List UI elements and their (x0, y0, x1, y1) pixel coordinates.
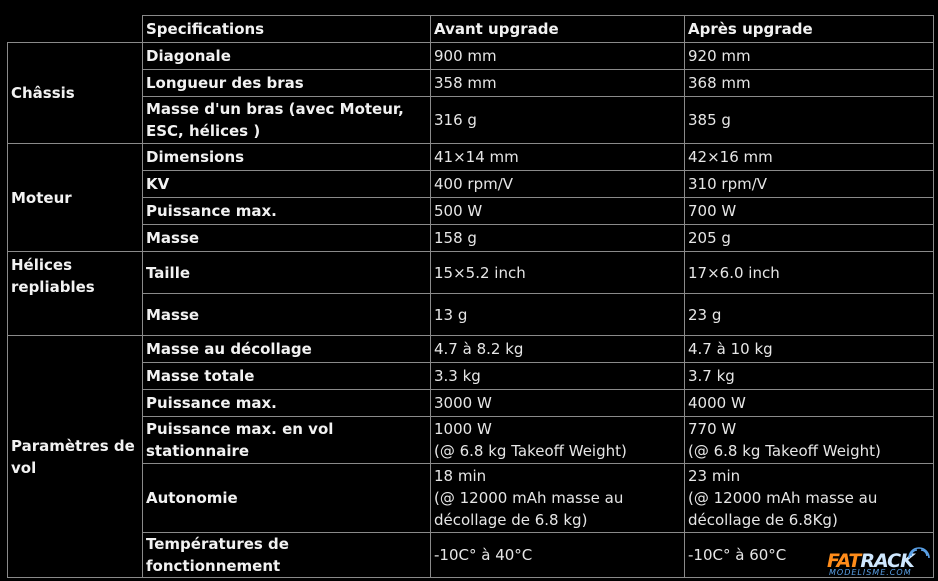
value-avant: 500 W (431, 198, 685, 225)
table-row (8, 294, 934, 336)
watermark-rack: RACK (860, 550, 914, 572)
group-chassis: Châssis (8, 43, 143, 144)
value-avant: 15×5.2 inch (431, 252, 685, 294)
value-apres: 23 g (685, 294, 934, 336)
value-avant: 158 g (431, 225, 685, 252)
spec-label: Diagonale (143, 43, 431, 70)
spec-label (143, 97, 431, 144)
value-line: (@ 6.8 kg Takeoff Weight) (434, 442, 627, 460)
value-line: décollage de 6.8Kg) (688, 511, 838, 529)
value-avant: 900 mm (431, 43, 685, 70)
table-row (8, 144, 934, 171)
value-avant (431, 464, 685, 533)
group-moteur: Moteur (8, 144, 143, 252)
spec-label: Températures de fonctionnement (143, 533, 431, 578)
spec-label: Masse au décollage (143, 336, 431, 363)
table-row (8, 97, 934, 144)
table-row (8, 70, 934, 97)
value-line: 23 min (688, 467, 741, 485)
value-avant: 3000 W (431, 390, 685, 417)
value-apres: 310 rpm/V (685, 171, 934, 198)
value-apres (685, 417, 934, 464)
table-row (8, 533, 934, 578)
value-avant: 316 g (431, 97, 685, 144)
value-line: 770 W (688, 420, 737, 438)
value-line: (@ 12000 mAh masse au (688, 489, 878, 507)
value-apres: 368 mm (685, 70, 934, 97)
table-row (8, 225, 934, 252)
spec-label: Puissance max. (143, 390, 431, 417)
table-row (8, 336, 934, 363)
header-specifications: Specifications (143, 16, 431, 43)
value-avant: 400 rpm/V (431, 171, 685, 198)
value-avant: 4.7 à 8.2 kg (431, 336, 685, 363)
group-parametres-de-vol (8, 336, 143, 578)
spec-label: Taille (143, 252, 431, 294)
spec-label: Masse (143, 294, 431, 336)
value-apres (685, 464, 934, 533)
table-row (8, 252, 934, 294)
value-apres: 700 W (685, 198, 934, 225)
watermark-subtext: MODELISME.COM (829, 568, 912, 577)
table-row (8, 363, 934, 390)
value-apres: 920 mm (685, 43, 934, 70)
group-label-line: vol (11, 458, 37, 477)
value-avant (431, 417, 685, 464)
value-apres: 385 g (685, 97, 934, 144)
spec-label: Puissance max. (143, 198, 431, 225)
value-line: (@ 12000 mAh masse au (434, 489, 624, 507)
table-row (8, 464, 934, 533)
group-helices-repliables (8, 252, 143, 336)
spec-label: Masse (143, 225, 431, 252)
header-blank-cell (8, 16, 143, 43)
group-label-line: Paramètres de (11, 436, 135, 455)
value-apres: 3.7 kg (685, 363, 934, 390)
group-label-line: Hélices (11, 256, 73, 274)
spec-label: Dimensions (143, 144, 431, 171)
spec-label: Autonomie (143, 464, 431, 533)
value-line: 1000 W (434, 420, 492, 438)
header-row (8, 16, 934, 43)
value-apres: 17×6.0 inch (685, 252, 934, 294)
value-apres: 4000 W (685, 390, 934, 417)
value-avant: 41×14 mm (431, 144, 685, 171)
value-line: (@ 6.8 kg Takeoff Weight) (688, 442, 881, 460)
table-row (8, 390, 934, 417)
value-apres: 42×16 mm (685, 144, 934, 171)
value-avant: -10C° à 40°C (431, 533, 685, 578)
watermark-fat: FAT (827, 550, 861, 572)
value-line: décollage de 6.8 kg) (434, 511, 588, 529)
watermark-logo (827, 544, 935, 578)
value-line: 18 min (434, 467, 487, 485)
table-row (8, 171, 934, 198)
spec-label: Longueur des bras (143, 70, 431, 97)
value-avant: 358 mm (431, 70, 685, 97)
group-label-line: repliables (11, 278, 95, 296)
signal-waves-icon (907, 544, 931, 560)
table-row (8, 43, 934, 70)
header-apres-upgrade: Après upgrade (685, 16, 934, 43)
specs-table (7, 15, 934, 578)
value-apres: -10C° à 60°C (685, 533, 934, 578)
spec-label-line: Masse d'un bras (avec Moteur, (146, 100, 404, 118)
table-row (8, 198, 934, 225)
spec-label-line: ESC, hélices ) (146, 122, 261, 140)
value-avant: 13 g (431, 294, 685, 336)
spec-label: KV (143, 171, 431, 198)
spec-label: Masse totale (143, 363, 431, 390)
value-apres: 205 g (685, 225, 934, 252)
value-avant: 3.3 kg (431, 363, 685, 390)
value-apres: 4.7 à 10 kg (685, 336, 934, 363)
spec-label: Puissance max. en vol stationnaire (143, 417, 431, 464)
table-row (8, 417, 934, 464)
header-avant-upgrade: Avant upgrade (431, 16, 685, 43)
